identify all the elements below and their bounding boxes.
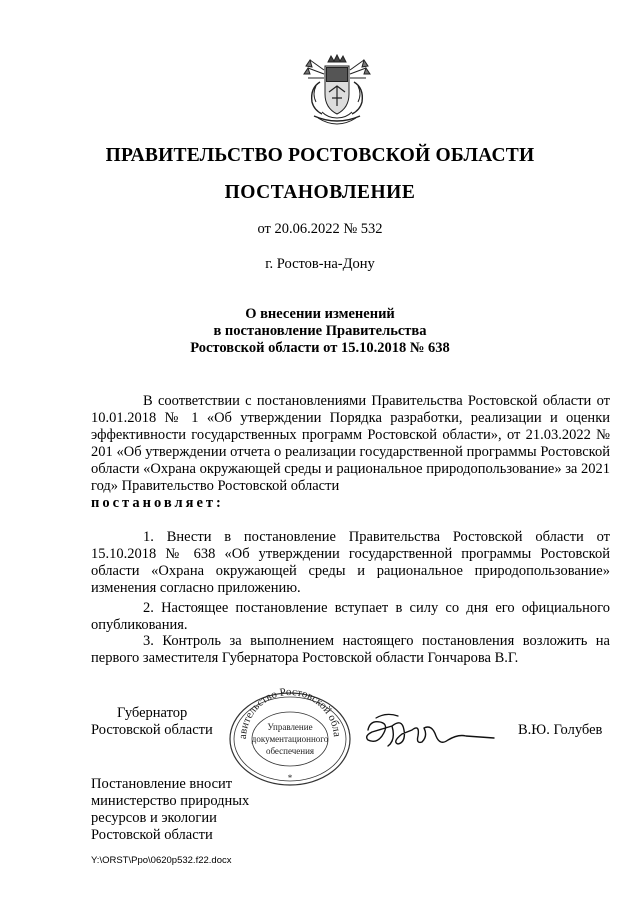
government-title: ПРАВИТЕЛЬСТВО РОСТОВСКОЙ ОБЛАСТИ bbox=[105, 145, 535, 166]
signatory-position bbox=[91, 705, 213, 739]
document-date-number: от 20.06.2022 № 532 bbox=[257, 221, 383, 237]
item-2-text: 2. Настоящее постановление вступает в силу со дня его официального опубликования. bbox=[91, 600, 610, 633]
coat-of-arms-icon bbox=[298, 52, 376, 130]
subject-line: Ростовской области от 15.10.2018 № 638 bbox=[190, 340, 450, 356]
item-1-paragraph bbox=[91, 529, 610, 597]
document-type: ПОСТАНОВЛЕНИЕ bbox=[224, 182, 416, 203]
stamp-inner-line: обеспечения bbox=[265, 746, 315, 756]
introduced-line: Ростовской области bbox=[91, 827, 213, 843]
stamp-inner-line: документационного bbox=[251, 734, 329, 744]
stamp-inner-line: Управление bbox=[267, 722, 313, 732]
introduced-line: Постановление вносит bbox=[91, 776, 233, 792]
official-stamp bbox=[226, 687, 354, 787]
subject-line: О внесении изменений bbox=[245, 306, 395, 322]
preamble-text bbox=[91, 393, 610, 512]
item-2-paragraph bbox=[91, 600, 610, 634]
file-path: Y:\ORST\Ppo\0620p532.f22.docx bbox=[91, 855, 232, 866]
stamp-outer-text: авительство Ростовской обла bbox=[236, 687, 343, 740]
item-3-text: 3. Контроль за выполнением настоящего постановления возложить на первого заместителя Губернатора Ростовской области Гончарова В.Г. bbox=[91, 633, 610, 666]
signatory-name: В.Ю. Голубев bbox=[518, 722, 603, 738]
stamp-star-icon: * bbox=[287, 773, 293, 783]
introduced-line: ресурсов и экологии bbox=[91, 810, 217, 826]
item-3-paragraph bbox=[91, 633, 610, 667]
introduced-line: министерство природных bbox=[91, 793, 250, 809]
position-line: Губернатор bbox=[117, 705, 188, 721]
subject-line: в постановление Правительства bbox=[213, 323, 427, 339]
position-line: Ростовской области bbox=[91, 722, 213, 738]
document-city: г. Ростов-на-Дону bbox=[265, 256, 375, 272]
decides-word: постановляет: bbox=[91, 495, 224, 511]
document-subject bbox=[0, 306, 640, 357]
item-1-text: 1. Внести в постановление Правительства Ростовской области от 15.10.2018 № 638 «Об утверждении государственной программы Ростовской области «Охрана окружающей среды и рациональное природопользование» изменения согласно приложению. bbox=[91, 529, 610, 596]
preamble-body: В соответствии с постановлениями Правительства Ростовской области от 10.01.2018 № 1 «Об утверждении Порядка разработки, реализации и оценки эффективности государственных программ Ростовской области», от 21.03.2022 № 201 «Об утверждении отчета о реализации государственной программы Ростовской области «Охрана окружающей среды и рациональное природопользование» за 2021 год» Правительство Ростовской области bbox=[91, 393, 610, 494]
preamble-paragraph bbox=[91, 393, 610, 512]
handwritten-signature bbox=[362, 706, 498, 758]
introduced-by bbox=[91, 776, 249, 844]
